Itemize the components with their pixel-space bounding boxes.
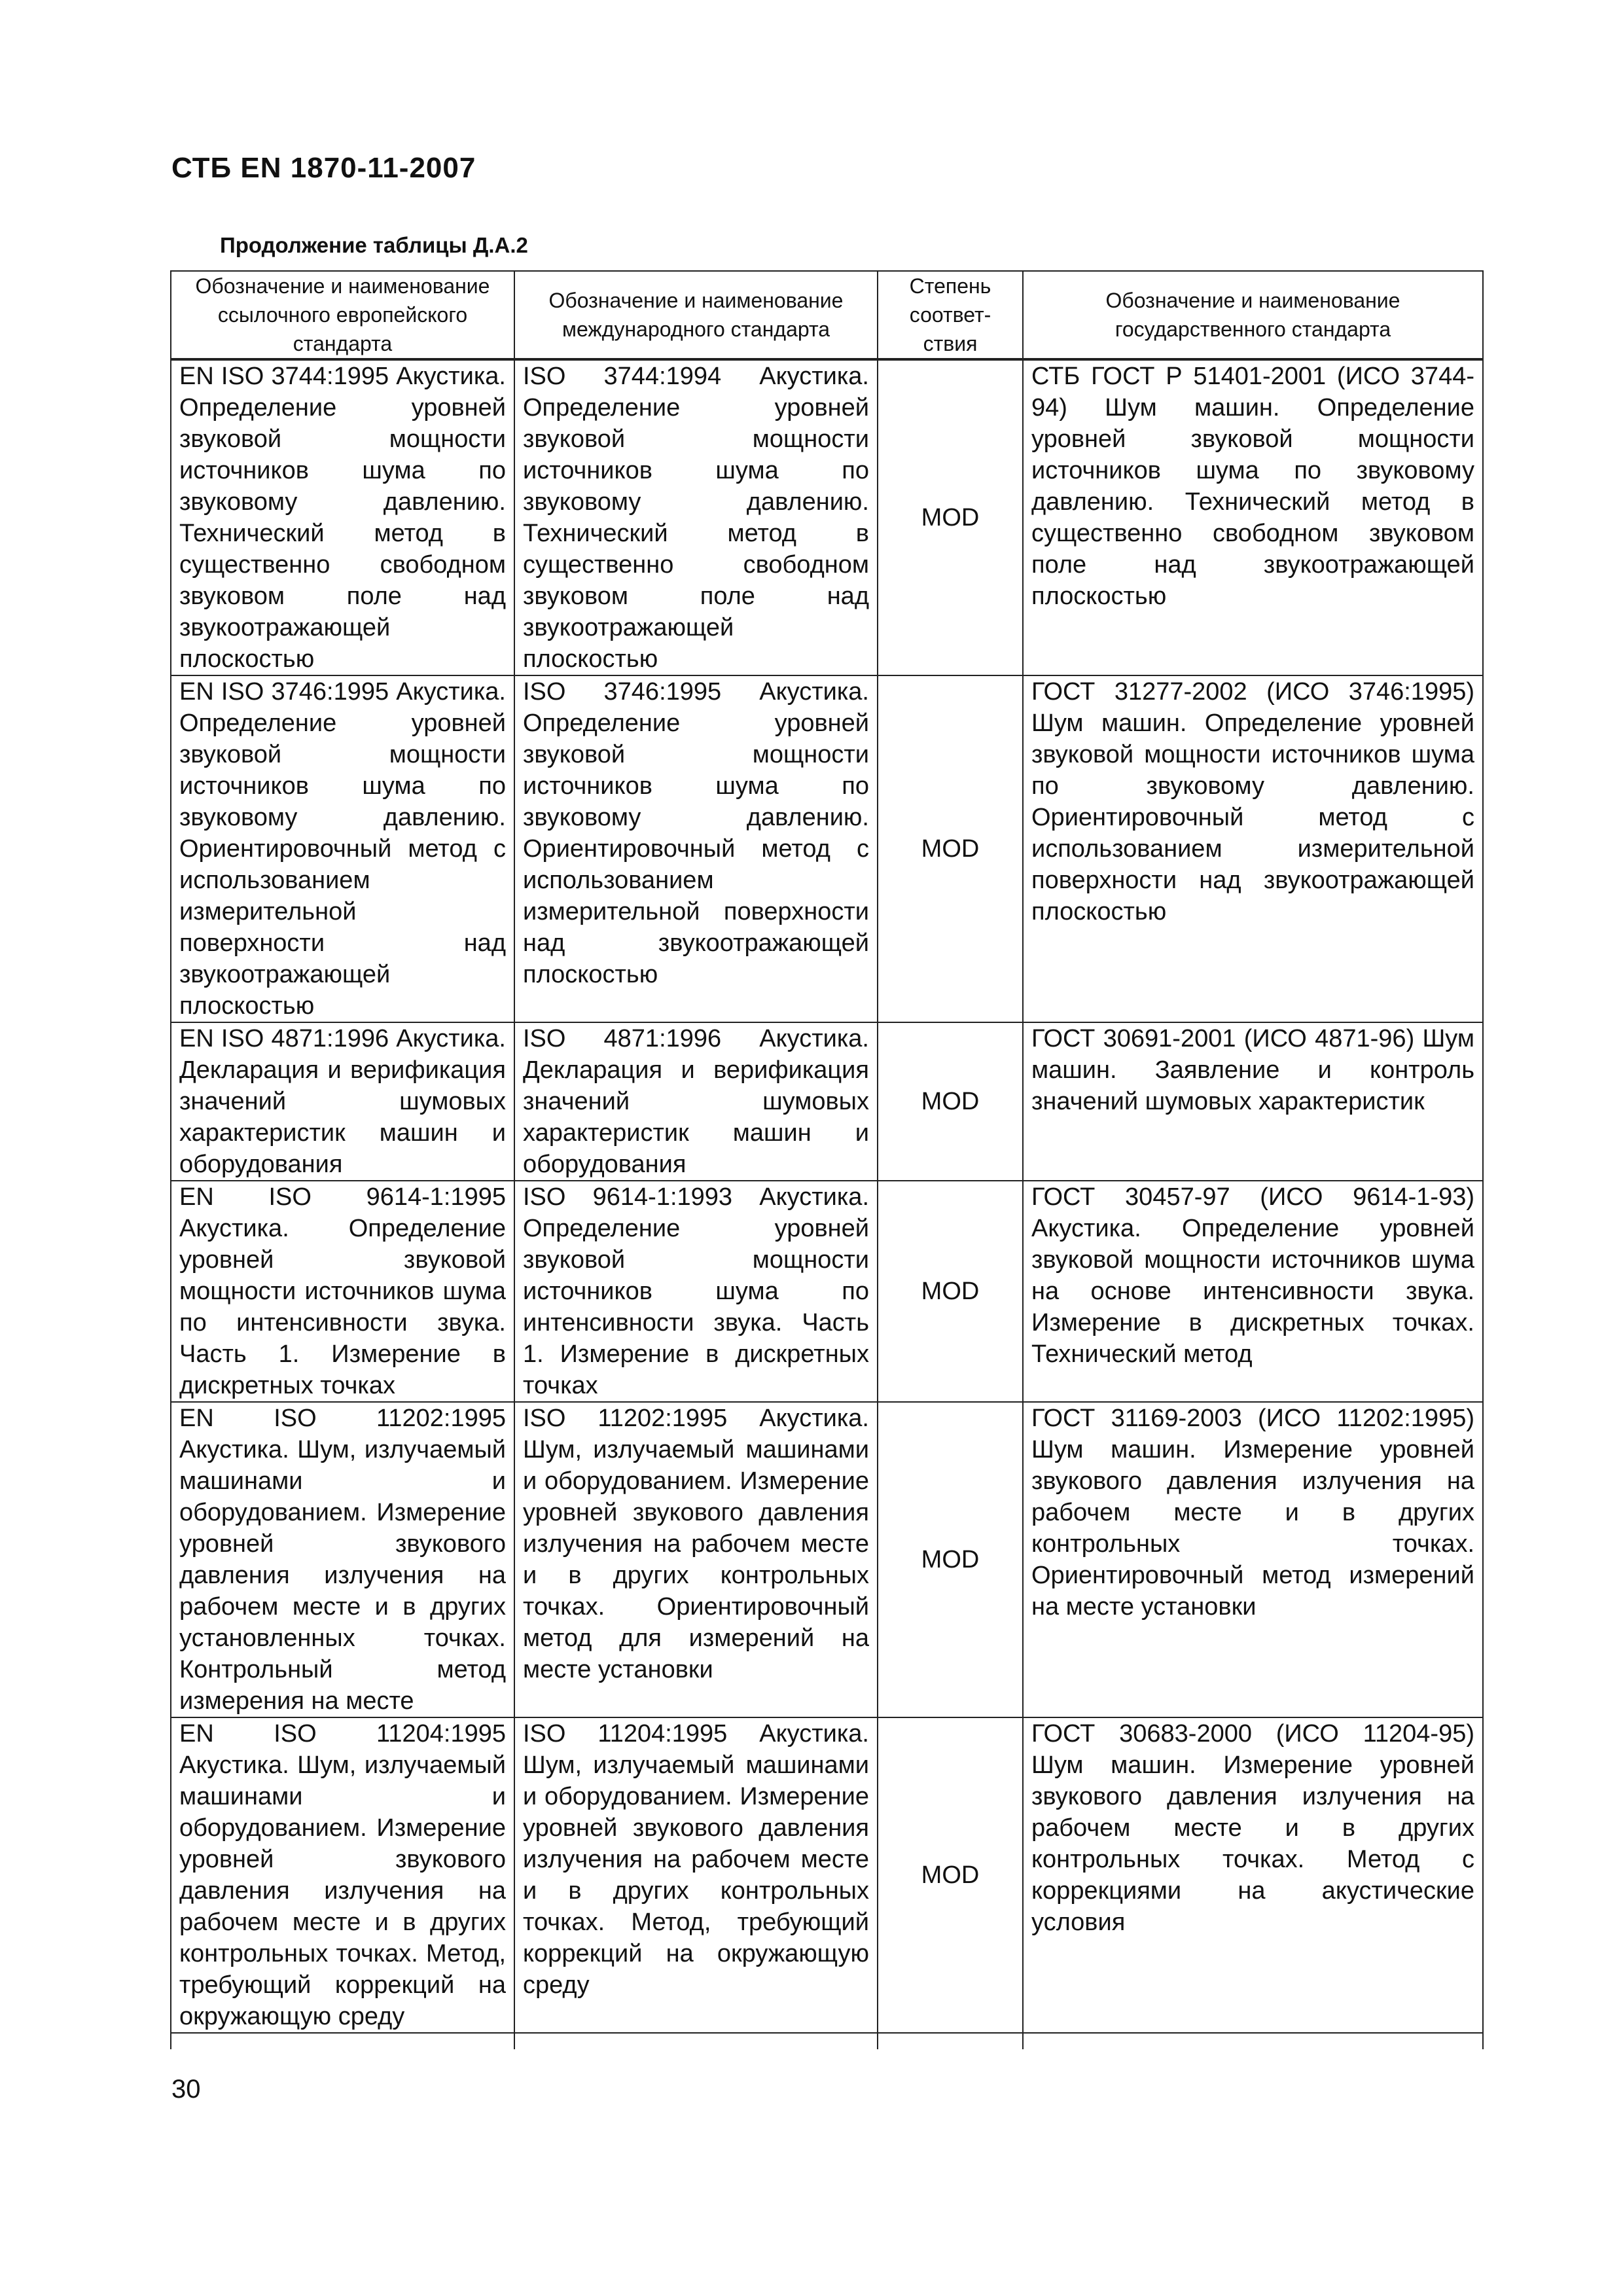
empty-cell [514,2033,878,2049]
cell-national: ГОСТ 30457-97 (ИСО 9614-1-93) Акустика. Определение уровней звуковой мощности источников шума на основе интенсивности звука. Измерение в дискретных точках. Технический метод [1023,1181,1483,1402]
cell-european: EN ISO 3746:1995 Акустика. Определение уровней звуковой мощности источников шума по звуковому давлению. Ориентировочный метод с использованием измерительной поверхности над звукоотражающей плоскостью [171,675,514,1022]
cell-european: EN ISO 4871:1996 Акустика. Декларация и верификация значений шумовых характеристик машин и оборудования [171,1022,514,1181]
cell-national: ГОСТ 30691-2001 (ИСО 4871-96) Шум машин. Заявление и контроль значений шумовых характеристик [1023,1022,1483,1181]
table-row [171,359,1483,675]
table-row [171,1402,1483,1717]
empty-cell [878,2033,1023,2049]
cell-international: ISO 9614-1:1993 Акустика. Определение уровней звуковой мощности источников шума по интенсивности звука. Часть 1. Измерение в дискретных точках [514,1181,878,1402]
cell-national: ГОСТ 30683-2000 (ИСО 11204-95) Шум машин. Измерение уровней звукового давления излучения на рабочем месте и в других контрольных точках. Метод с коррекциями на акустические условия [1023,1717,1483,2033]
cell-degree: MOD [878,1181,1023,1402]
cell-european: EN ISO 9614-1:1995 Акустика. Определение уровней звуковой мощности источников шума по интенсивности звука. Часть 1. Измерение в дискретных точках [171,1181,514,1402]
cell-degree: MOD [878,359,1023,675]
cell-european: EN ISO 3744:1995 Акустика. Определение уровней звуковой мощности источников шума по звуковому давлению. Технический метод в существенно свободном звуковом поле над звукоотражающей плоскостью [171,359,514,675]
cell-european: EN ISO 11204:1995 Акустика. Шум, излучаемый машинами и оборудованием. Измерение уровней звукового давления излучения на рабочем месте и в других контрольных точках. Метод, требующий коррекций на окружающую среду [171,1717,514,2033]
cell-national: ГОСТ 31277-2002 (ИСО 3746:1995) Шум машин. Определение уровней звуковой мощности источников шума по звуковому давлению. Ориентировочный метод с использованием измерительной поверхности над звукоотражающей плоскостью [1023,675,1483,1022]
table-row [171,1181,1483,1402]
cell-degree: MOD [878,1022,1023,1181]
column-header-national: Обозначение и наименование государственного стандарта [1023,271,1483,359]
table-continuation-row [171,2033,1483,2049]
empty-cell [171,2033,514,2049]
cell-national: ГОСТ 31169-2003 (ИСО 11202:1995) Шум машин. Измерение уровней звукового давления излучения на рабочем месте и в других контрольных точках. Ориентировочный метод измерений на месте установки [1023,1402,1483,1717]
cell-national: СТБ ГОСТ Р 51401-2001 (ИСО 3744-94) Шум машин. Определение уровней звуковой мощности источников шума по звуковому давлению. Технический метод в существенно свободном звуковом поле над звукоотражающей плоскостью [1023,359,1483,675]
column-header-international: Обозначение и наименование международного стандарта [514,271,878,359]
cell-international: ISO 3746:1995 Акустика. Определение уровней звуковой мощности источников шума по звуковому давлению. Ориентировочный метод с использованием измерительной поверхности над звукоотражающей плоскостью [514,675,878,1022]
cell-degree: MOD [878,1402,1023,1717]
column-header-degree: Степень соответ-ствия [878,271,1023,359]
empty-cell [1023,2033,1483,2049]
table-header-row [171,271,1483,359]
cell-international: ISO 4871:1996 Акустика. Декларация и верификация значений шумовых характеристик машин и оборудования [514,1022,878,1181]
standard-code: СТБ EN 1870-11-2007 [171,152,476,184]
cell-international: ISO 3744:1994 Акустика. Определение уровней звуковой мощности источников шума по звуковому давлению. Технический метод в существенно свободном звуковом поле над звукоотражающей плоскостью [514,359,878,675]
page-number: 30 [171,2075,201,2104]
column-header-european: Обозначение и наименование ссылочного европейского стандарта [171,271,514,359]
cell-international: ISO 11204:1995 Акустика. Шум, излучаемый машинами и оборудованием. Измерение уровней звукового давления излучения на рабочем месте и в других контрольных точках. Метод, требующий коррекций на окружающую среду [514,1717,878,2033]
cell-european: EN ISO 11202:1995 Акустика. Шум, излучаемый машинами и оборудованием. Измерение уровней звукового давления излучения на рабочем месте и в других установленных точках. Контрольный метод измерения на месте [171,1402,514,1717]
table-row [171,1717,1483,2033]
table-row [171,1022,1483,1181]
table-row [171,675,1483,1022]
standards-table [170,270,1484,2049]
cell-international: ISO 11202:1995 Акустика. Шум, излучаемый машинами и оборудованием. Измерение уровней звукового давления излучения на рабочем месте и в других контрольных точках. Ориентировочный метод для измерений на месте установки [514,1402,878,1717]
cell-degree: MOD [878,675,1023,1022]
table-caption: Продолжение таблицы Д.А.2 [220,233,528,257]
cell-degree: MOD [878,1717,1023,2033]
